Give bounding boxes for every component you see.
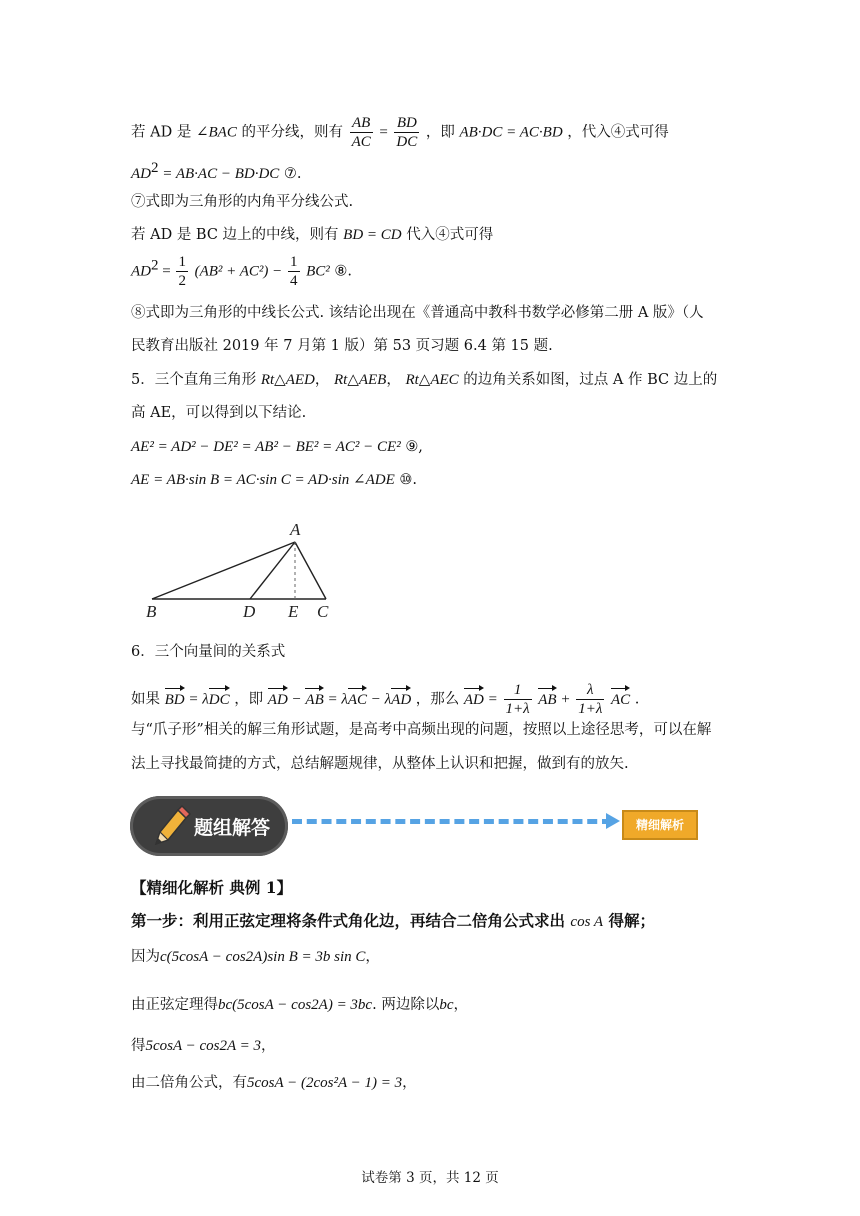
text-line: 与“爪子形”相关的解三角形试题，是高考中高频出现的问题，按照以上途径思考，可以在解: [131, 722, 712, 738]
fraction: $\frac{1}{1+\lambda}$: [505, 682, 530, 717]
example-heading: 【精细化解析 典例 1】: [131, 878, 293, 897]
section-6-heading: 6．三个向量间的关系式: [131, 644, 286, 660]
arrow-head-icon: [606, 813, 620, 829]
fraction: $\frac{AB}{AC}$: [351, 115, 371, 150]
label-C: C: [317, 602, 329, 621]
text-line: 法上寻找最简捷的方式，总结解题规律，从整体上认识和把握，做到有的放矢.: [131, 756, 629, 772]
fraction: $\frac{BD}{DC}$: [396, 115, 418, 150]
solution-line: 由二倍角公式，有5cosA − (2cos²A − 1) = 3，: [131, 1075, 417, 1091]
formula-7: $AD^2 = AB\cdot AC - BD\cdot DC$ ⑦.: [131, 160, 302, 182]
label-E: E: [288, 602, 299, 621]
text-line: 高 AE，可以得到以下结论.: [131, 405, 307, 421]
page-footer: 试卷第 3 页，共 12 页: [361, 1170, 499, 1186]
label-B: B: [146, 602, 157, 621]
formula-8: $AD^2$ = $\frac{1}{2}$ (AB² + AC²) − $\frac{1}{4}$ BC² ⑧.: [131, 254, 353, 289]
segment-AC: [295, 542, 326, 599]
pencil-icon: [148, 804, 192, 848]
section-5-heading: 5．三个直角三角形 Rt△AED， Rt△AEB， Rt△AEC 的边角关系如图，过点 A 作 BC 边上的: [131, 372, 718, 388]
segment-BA: [152, 542, 295, 599]
banner-title: 题组解答: [194, 817, 271, 839]
line-angle-bisector: 若 AD 是 ∠BAC 的平分线，则有 $\frac{AB}{AC}$ = $\frac{BD}{DC}$ ，即 AB·DC = AC·BD ，代入④式可得: [131, 115, 669, 150]
solution-line: 由正弦定理得bc(5cosA − cos2A) = 3bc. 两边除以bc，: [131, 997, 468, 1013]
solution-line: 得5cosA − cos2A = 3，: [131, 1038, 276, 1054]
text-line: 民教育出版社 2019 年 7 月第 1 版）第 53 页习题 6.4 第 15 题.: [131, 338, 553, 354]
label-A: A: [290, 520, 301, 539]
fraction: $\frac{1}{4}$: [290, 254, 298, 289]
dashed-connector: [292, 819, 612, 824]
line-median: 若 AD 是 BC 边上的中线，则有 BD = CD 代入④式可得: [131, 227, 494, 243]
vector-relation: 如果 BD = λDC ，即 AD − AB = λAC − λAD ，那么 AD = $\frac{1}{1+\lambda}$ AB + $\frac{\lambda}{1+\lambda}$ AC .: [131, 682, 640, 717]
step-1-heading: 第一步：利用正弦定理将条件式角化边，再结合二倍角公式求出 cos A 得解；: [131, 911, 655, 930]
fraction: $\frac{\lambda}{1+\lambda}$: [578, 682, 603, 717]
section-banner: [130, 796, 288, 856]
label-D: D: [243, 602, 256, 621]
formula-10: AE = AB·sin B = AC·sin C = AD·sin ∠ADE ⑩.: [131, 472, 417, 488]
text-line: ⑧式即为三角形的中线长公式. 该结论出现在《普通高中教科书数学必修第二册 A 版》（人: [131, 305, 704, 321]
fraction: $\frac{1}{2}$: [178, 254, 186, 289]
analysis-tag: 精细解析: [622, 810, 698, 840]
text-line: ⑦式即为三角形的内角平分线公式.: [131, 194, 354, 210]
solution-line: 因为c(5cosA − cos2A)sin B = 3b sin C，: [131, 949, 380, 965]
formula-9: AE² = AD² − DE² = AB² − BE² = AC² − CE² ⑨,: [131, 439, 423, 455]
triangle-figure: [140, 518, 340, 622]
